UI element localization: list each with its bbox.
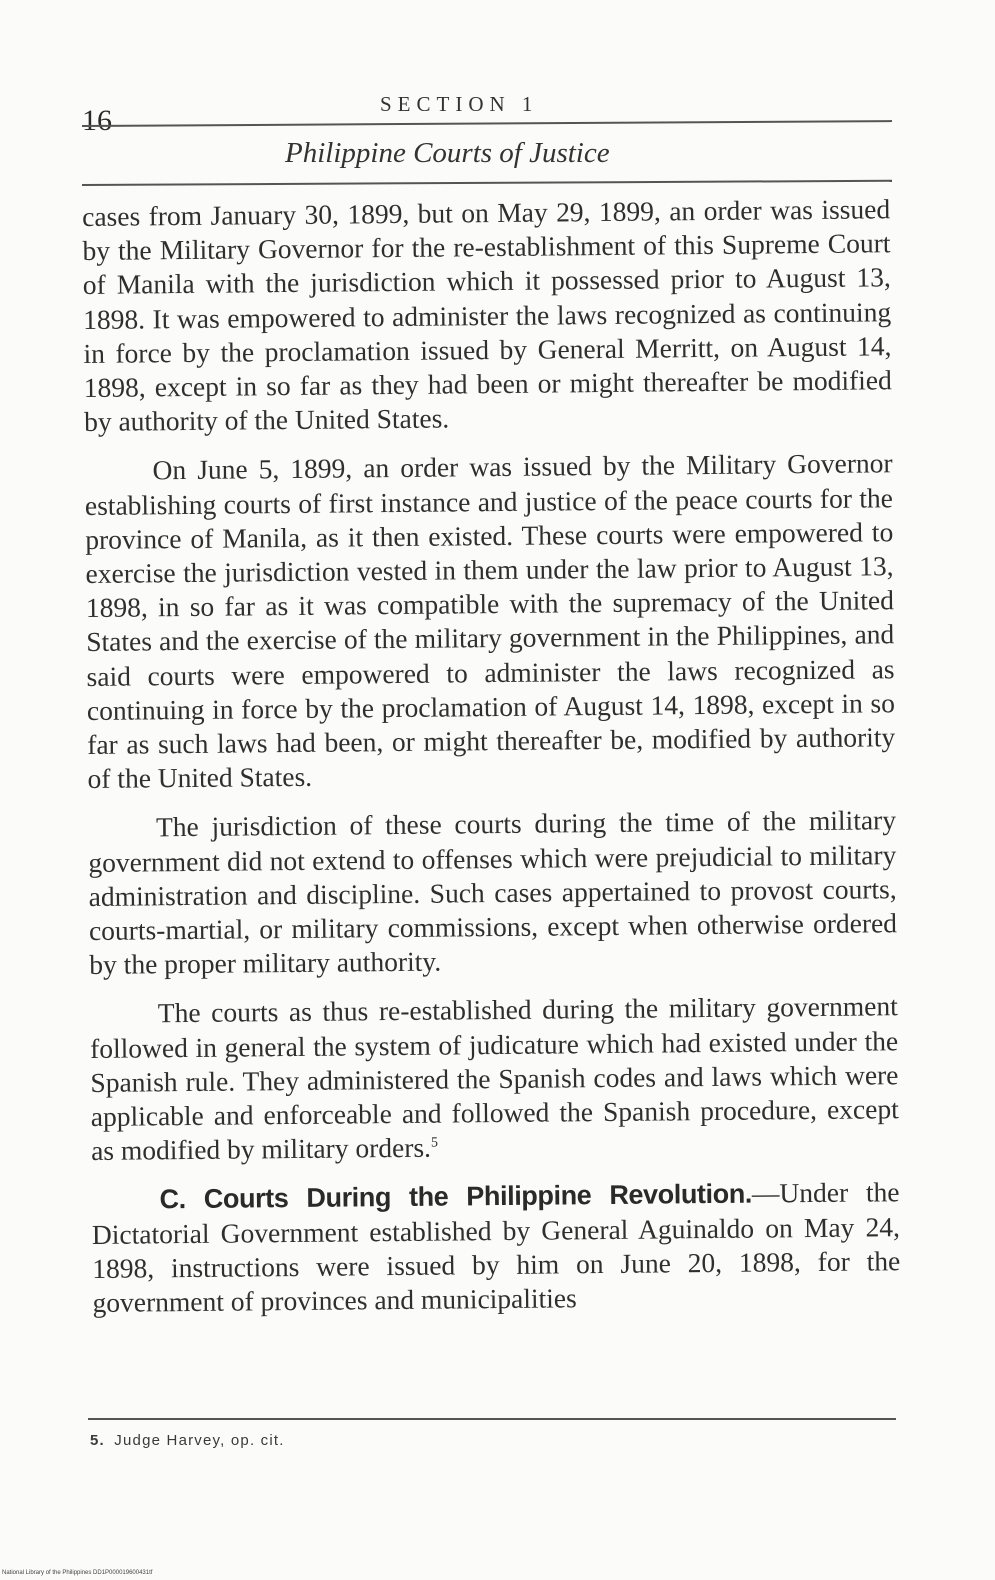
- paragraph-3: The jurisdiction of these courts during the time of the military government did not extend to offenses which were prejudicial to military administration and discipline. Such cases appertained to provost courts, courts-martial, or military commissions, except when otherwise ordered by the proper military authority.: [88, 804, 898, 981]
- footnote-number: 5.: [90, 1432, 105, 1449]
- body-text: [82, 192, 901, 1335]
- running-title: Philippine Courts of Justice: [285, 137, 610, 169]
- header-rule-bottom: [82, 180, 892, 186]
- paragraph-5: [91, 1176, 900, 1321]
- scan-credit: National Library of the Philippines DD1P000019600431tf: [2, 1570, 153, 1576]
- page-number: 16: [82, 104, 112, 137]
- header-rule-top: [82, 120, 892, 127]
- paragraph-4-text: The courts as thus re-established during the military government followed in general the system of judicature which had existed under the Spanish rule. They administered the Spanish codes and laws which were applicable and enforceable and followed the Spanish procedure, except as modified by military orders.: [89, 990, 899, 1167]
- paragraph-1: cases from January 30, 1899, but on May 29, 1899, an order was issued by the Military Governor for the re-establishment of this Supreme Court of Manila with the jurisdiction which it possessed prior to August 13, 1898. It was empowered to administer the laws recognized as continuing in force by the proclamation issued by General Merritt, on August 14, 1898, except in so far as they had been or might thereafter be modified by authority of the United States.: [82, 193, 892, 438]
- footnote-rule: [88, 1418, 896, 1420]
- paragraph-5-text: —Under the Dictatorial Government established by General Aguinaldo on May 24, 1898, instructions were issued by him on June 20, 1898, for the government of provinces and municipalities: [91, 1176, 901, 1319]
- section-heading: C. Courts During the Philippine Revolution.: [159, 1179, 753, 1215]
- paragraph-2: On June 5, 1899, an order was issued by the Military Governor establishing courts of first instance and justice of the peace courts for the province of Manila, as it then existed. These courts were empowered to exercise the jurisdiction vested in them under the law prior to August 13, 1898, in so far as it was compatible with the supremacy of the United States and the exercise of the military government in the Philippines, and said courts were empowered to administer the laws recognized as continuing in force by the proclamation of August 14, 1898, except in so far as such laws had been, or might thereafter be, modified by authority of the United States.: [84, 447, 896, 795]
- footnote-text: Judge Harvey, op. cit.: [114, 1432, 285, 1449]
- section-label: SECTION 1: [380, 92, 539, 116]
- footnote: [90, 1432, 285, 1449]
- footnote-reference: 5: [430, 1135, 439, 1151]
- paragraph-4: [90, 990, 900, 1169]
